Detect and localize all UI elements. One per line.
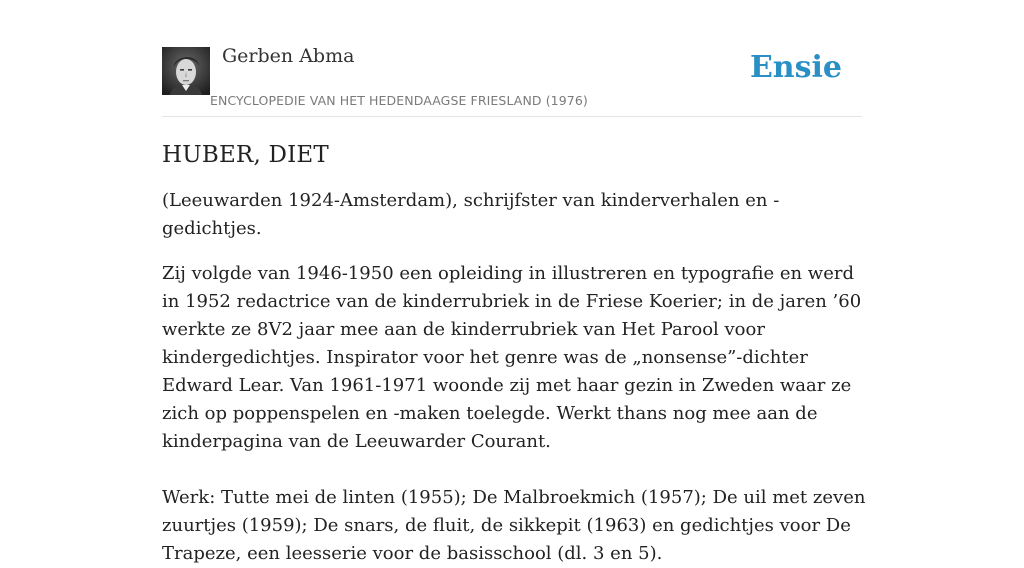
article-intro: (Leeuwarden 1924-Amsterdam), schrijfster van kinderverhalen en -gedichtjes. — [162, 190, 780, 239]
author-avatar[interactable] — [162, 47, 210, 95]
article-header — [162, 0, 862, 117]
avatar-portrait-image — [162, 47, 210, 95]
article-body: Zij volgde van 1946-1950 een opleiding in illustreren en typografie en werd in 1952 redactrice van de kinderrubriek in de Friese Koerier; in de jaren ’60 werkte ze 8V2 jaar mee aan de kinderrubriek van Het Parool voor kindergedichtjes. Inspirator voor het genre was de „nonsense”-dichter Edward Lear. Van 1961-1971 woonde zij met haar gezin in Zweden waar ze zich op poppenspelen en -maken toelegde. Werkt thans nog mee aan de kinderpagina van de Leeuwarder Courant. — [162, 263, 862, 452]
article-works: Werk: Tutte mei de linten (1955); De Malbroekmich (1957); De uil met zeven zuurtjes (1959); De snars, de fluit, de sikkepit (1963) en gedichtjes voor De Trapeze, een leesserie voor de basisschool (dl. 3 en 5). — [162, 487, 866, 564]
source-label[interactable]: ENCYCLOPEDIE VAN HET HEDENDAAGSE FRIESLAND (1976) — [210, 93, 588, 108]
article-title: HUBER, DIET — [162, 142, 329, 168]
author-name[interactable]: Gerben Abma — [222, 45, 355, 67]
article-content — [162, 138, 872, 568]
brand-logo[interactable]: Ensie — [749, 50, 842, 85]
